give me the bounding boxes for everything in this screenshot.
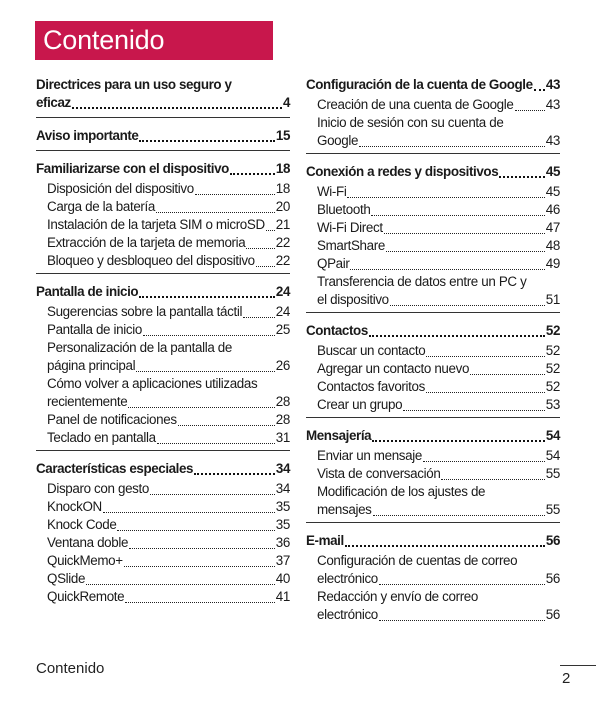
- toc-entry-title: Teclado en pantalla: [47, 430, 156, 445]
- toc-entry: [36, 393, 290, 411]
- dot-leader: [117, 530, 274, 531]
- toc-entry-line: Modificación de los ajustes de: [317, 484, 486, 499]
- page-ref: 55: [545, 502, 560, 517]
- toc-entry-title: Wi-Fi Direct: [317, 220, 383, 235]
- dot-leader: [150, 494, 275, 495]
- toc-entry: [306, 219, 560, 237]
- dot-leader: [143, 335, 275, 336]
- section-heading-title: Características especiales: [36, 461, 194, 476]
- page-ref: 52: [545, 343, 560, 358]
- section-heading-title: Aviso importante: [36, 128, 139, 143]
- toc-entry: [306, 501, 560, 519]
- dot-leader: [347, 197, 544, 198]
- toc-entry-title: electrónico: [317, 571, 378, 586]
- page-ref: 28: [275, 394, 290, 409]
- toc-section: [36, 460, 290, 609]
- page-ref: 52: [545, 361, 560, 376]
- section-heading: [306, 532, 560, 550]
- toc-entry: [36, 357, 290, 375]
- toc-entry: [36, 588, 290, 606]
- dot-leader: [103, 512, 275, 513]
- page-ref: 22: [275, 235, 290, 250]
- dot-leader: [139, 296, 275, 298]
- toc-entry-title: mensajes: [317, 502, 372, 517]
- toc-entry-title: Ventana doble: [47, 535, 129, 550]
- toc-entry: [36, 429, 290, 447]
- toc-entry: [36, 180, 290, 198]
- dot-leader: [350, 269, 544, 270]
- toc-entry: [36, 534, 290, 552]
- dot-leader: [390, 305, 545, 306]
- dot-leader: [194, 473, 275, 475]
- page-ref: 21: [275, 217, 290, 232]
- toc-entry: [36, 411, 290, 429]
- page-ref: 35: [275, 517, 290, 532]
- toc-entry: [306, 465, 560, 483]
- toc-entry-title: Instalación de la tarjeta SIM o microSD: [47, 217, 265, 232]
- dot-leader: [441, 479, 544, 480]
- dot-leader: [125, 602, 275, 603]
- dot-leader: [371, 215, 544, 216]
- toc-entry: [36, 552, 290, 570]
- toc-entry-title: Wi-Fi: [317, 184, 347, 199]
- page-ref: 49: [545, 256, 560, 271]
- toc-entry-line: Redacción y envío de correo: [317, 589, 479, 604]
- section-heading-title: Contactos: [306, 323, 368, 338]
- toc-entry-title: Disparo con gesto: [47, 481, 149, 496]
- page-ref: 36: [275, 535, 290, 550]
- page-ref: 31: [275, 430, 290, 445]
- toc-section: [36, 127, 290, 151]
- page-ref: 48: [545, 238, 560, 253]
- section-heading: [306, 163, 560, 181]
- dot-leader: [386, 251, 545, 252]
- toc-entry: [36, 498, 290, 516]
- toc-entry-title: KnockON: [47, 499, 102, 514]
- toc-entry: [306, 255, 560, 273]
- dot-leader: [157, 443, 275, 444]
- toc-entry: [306, 201, 560, 219]
- dot-leader: [246, 248, 274, 249]
- section-heading-title: eficaz: [36, 95, 71, 110]
- toc-section: [36, 160, 290, 274]
- toc-entry-title: Pantalla de inicio: [47, 322, 142, 337]
- dot-leader: [178, 425, 275, 426]
- dot-leader: [369, 335, 545, 337]
- page-ref: 52: [545, 323, 560, 338]
- toc-entry-line: Cómo volver a aplicaciones utilizadas: [47, 376, 258, 391]
- toc-entry-title: Bluetooth: [317, 202, 371, 217]
- dot-leader: [129, 548, 275, 549]
- page-ref: 24: [275, 284, 290, 299]
- page-ref: 46: [545, 202, 560, 217]
- section-heading-title: Pantalla de inicio: [36, 284, 139, 299]
- toc-entry-title: recientemente: [47, 394, 128, 409]
- toc-entry-title: QSlide: [47, 571, 86, 586]
- dot-leader: [124, 566, 275, 567]
- toc-entry-line: Personalización de la pantalla de: [47, 340, 232, 355]
- page-ref: 28: [275, 412, 290, 427]
- page-ref: 47: [545, 220, 560, 235]
- toc-section: [306, 427, 560, 523]
- toc-section: [306, 532, 560, 627]
- toc-entry-line: Transferencia de datos entre un PC y: [317, 274, 527, 289]
- toc-entry: [36, 216, 290, 234]
- toc-entry-title: SmartShare: [317, 238, 385, 253]
- toc-column-left: [36, 76, 290, 618]
- toc-entry: [36, 303, 290, 321]
- page-title: Contenido: [35, 21, 273, 60]
- toc-entry-title: Contactos favoritos: [317, 379, 425, 394]
- toc-entry: [36, 570, 290, 588]
- dot-leader: [426, 356, 544, 357]
- dot-leader: [372, 440, 545, 442]
- toc-entry-title: Panel de notificaciones: [47, 412, 177, 427]
- dot-leader: [515, 110, 545, 111]
- page-ref: 54: [545, 428, 560, 443]
- page-ref: 56: [545, 533, 560, 548]
- dot-leader: [534, 89, 545, 91]
- dot-leader: [156, 212, 275, 213]
- toc-entry: [36, 321, 290, 339]
- section-heading: [36, 460, 290, 478]
- dot-leader: [230, 173, 275, 175]
- toc-entry: [36, 516, 290, 534]
- dot-leader: [379, 584, 545, 585]
- page-ref: 40: [275, 571, 290, 586]
- toc-entry-title: Carga de la batería: [47, 199, 155, 214]
- page-ref: 18: [275, 181, 290, 196]
- toc-entry-title: QuickMemo+: [47, 553, 123, 568]
- page-ref: 45: [545, 164, 560, 179]
- dot-leader: [403, 410, 545, 411]
- section-heading: [36, 127, 290, 145]
- toc-entry-title: página principal: [47, 358, 136, 373]
- page-ref: 45: [545, 184, 560, 199]
- dot-leader: [256, 266, 275, 267]
- page-ref: 41: [275, 589, 290, 604]
- page-ref: 24: [275, 304, 290, 319]
- section-heading-title: E-mail: [306, 533, 344, 548]
- dot-leader: [384, 233, 545, 234]
- dot-leader: [243, 317, 275, 318]
- page-ref: 34: [275, 461, 290, 476]
- dot-leader: [423, 461, 545, 462]
- page-ref: 56: [545, 571, 560, 586]
- dot-leader: [373, 515, 545, 516]
- toc-entry: [306, 570, 560, 588]
- page-ref: 22: [275, 253, 290, 268]
- toc-entry-line: Inicio de sesión con su cuenta de: [317, 115, 504, 130]
- toc-entry-title: Sugerencias sobre la pantalla táctil: [47, 304, 243, 319]
- section-heading-title: Mensajería: [306, 428, 372, 443]
- page-ref: 55: [545, 466, 560, 481]
- toc-entry: [306, 396, 560, 414]
- section-heading: [36, 283, 290, 301]
- dot-leader: [86, 584, 275, 585]
- toc-entry: [306, 96, 560, 114]
- page-ref: 53: [545, 397, 560, 412]
- toc-column-right: [306, 76, 560, 636]
- section-heading: [36, 160, 290, 178]
- dot-leader: [136, 371, 275, 372]
- footer-divider: [560, 665, 596, 666]
- toc-entry-title: Enviar un mensaje: [317, 448, 422, 463]
- page-ref: 43: [545, 77, 560, 92]
- toc-entry: [306, 183, 560, 201]
- page-ref: 43: [545, 133, 560, 148]
- toc-entry: [306, 606, 560, 624]
- toc-section: [306, 322, 560, 418]
- page-ref: 18: [275, 161, 290, 176]
- page-ref: 37: [275, 553, 290, 568]
- toc-entry: [306, 237, 560, 255]
- toc-entry: [306, 360, 560, 378]
- section-heading-title: Conexión a redes y dispositivos: [306, 164, 499, 179]
- toc-entry-title: QuickRemote: [47, 589, 125, 604]
- toc-entry-title: Knock Code: [47, 517, 117, 532]
- toc-entry: [36, 234, 290, 252]
- toc-entry-title: QPair: [317, 256, 350, 271]
- section-heading: [306, 322, 560, 340]
- toc-entry-title: electrónico: [317, 607, 378, 622]
- section-heading-title: Configuración de la cuenta de Google: [306, 77, 533, 92]
- dot-leader: [426, 392, 545, 393]
- toc-entry-title: el dispositivo: [317, 292, 389, 307]
- dot-leader: [379, 620, 545, 621]
- toc-entry-title: Crear un grupo: [317, 397, 403, 412]
- page-ref: 52: [545, 379, 560, 394]
- page-number: 2: [562, 670, 571, 687]
- toc-entry: [306, 291, 560, 309]
- toc-entry-title: Agregar un contacto nuevo: [317, 361, 470, 376]
- toc-entry: [306, 378, 560, 396]
- section-heading-line: Directrices para un uso seguro y: [36, 77, 232, 92]
- toc-entry: [36, 480, 290, 498]
- toc-entry-line: Configuración de cuentas de correo: [317, 553, 518, 568]
- page-ref: 51: [545, 292, 560, 307]
- section-heading: [306, 76, 560, 94]
- toc-entry-title: Disposición del dispositivo: [47, 181, 194, 196]
- toc-section: [36, 283, 290, 451]
- toc-entry: [36, 252, 290, 270]
- toc-entry-title: Extracción de la tarjeta de memoria: [47, 235, 246, 250]
- page-ref: 15: [275, 128, 290, 143]
- dot-leader: [470, 374, 545, 375]
- page-ref: 54: [545, 448, 560, 463]
- page-ref: 25: [275, 322, 290, 337]
- dot-leader: [499, 176, 545, 178]
- page-ref: 35: [275, 499, 290, 514]
- dot-leader: [139, 140, 274, 142]
- page-ref: 26: [275, 358, 290, 373]
- dot-leader: [72, 107, 282, 109]
- page-ref: 20: [275, 199, 290, 214]
- section-heading: [306, 427, 560, 445]
- section-heading-title: Familiarizarse con el dispositivo: [36, 161, 229, 176]
- toc-entry: [306, 447, 560, 465]
- page-ref: 4: [282, 95, 290, 110]
- toc-section: [306, 163, 560, 313]
- dot-leader: [195, 194, 275, 195]
- page-ref: 43: [545, 97, 560, 112]
- toc-entry: [306, 132, 560, 150]
- toc-section: [306, 76, 560, 154]
- page-ref: 56: [545, 607, 560, 622]
- toc-entry-title: Bloqueo y desbloqueo del dispositivo: [47, 253, 255, 268]
- toc-entry-title: Buscar un contacto: [317, 343, 426, 358]
- toc-entry-title: Creación de una cuenta de Google: [317, 97, 514, 112]
- dot-leader: [345, 545, 545, 547]
- page-ref: 34: [275, 481, 290, 496]
- dot-leader: [128, 407, 274, 408]
- toc-section: [36, 76, 290, 118]
- toc-entry: [36, 198, 290, 216]
- toc-entry-title: Vista de conversación: [317, 466, 441, 481]
- dot-leader: [359, 146, 545, 147]
- section-heading: [36, 94, 290, 112]
- dot-leader: [266, 230, 275, 231]
- footer-label: Contenido: [36, 660, 105, 677]
- toc-entry: [306, 342, 560, 360]
- toc-entry-title: Google: [317, 133, 359, 148]
